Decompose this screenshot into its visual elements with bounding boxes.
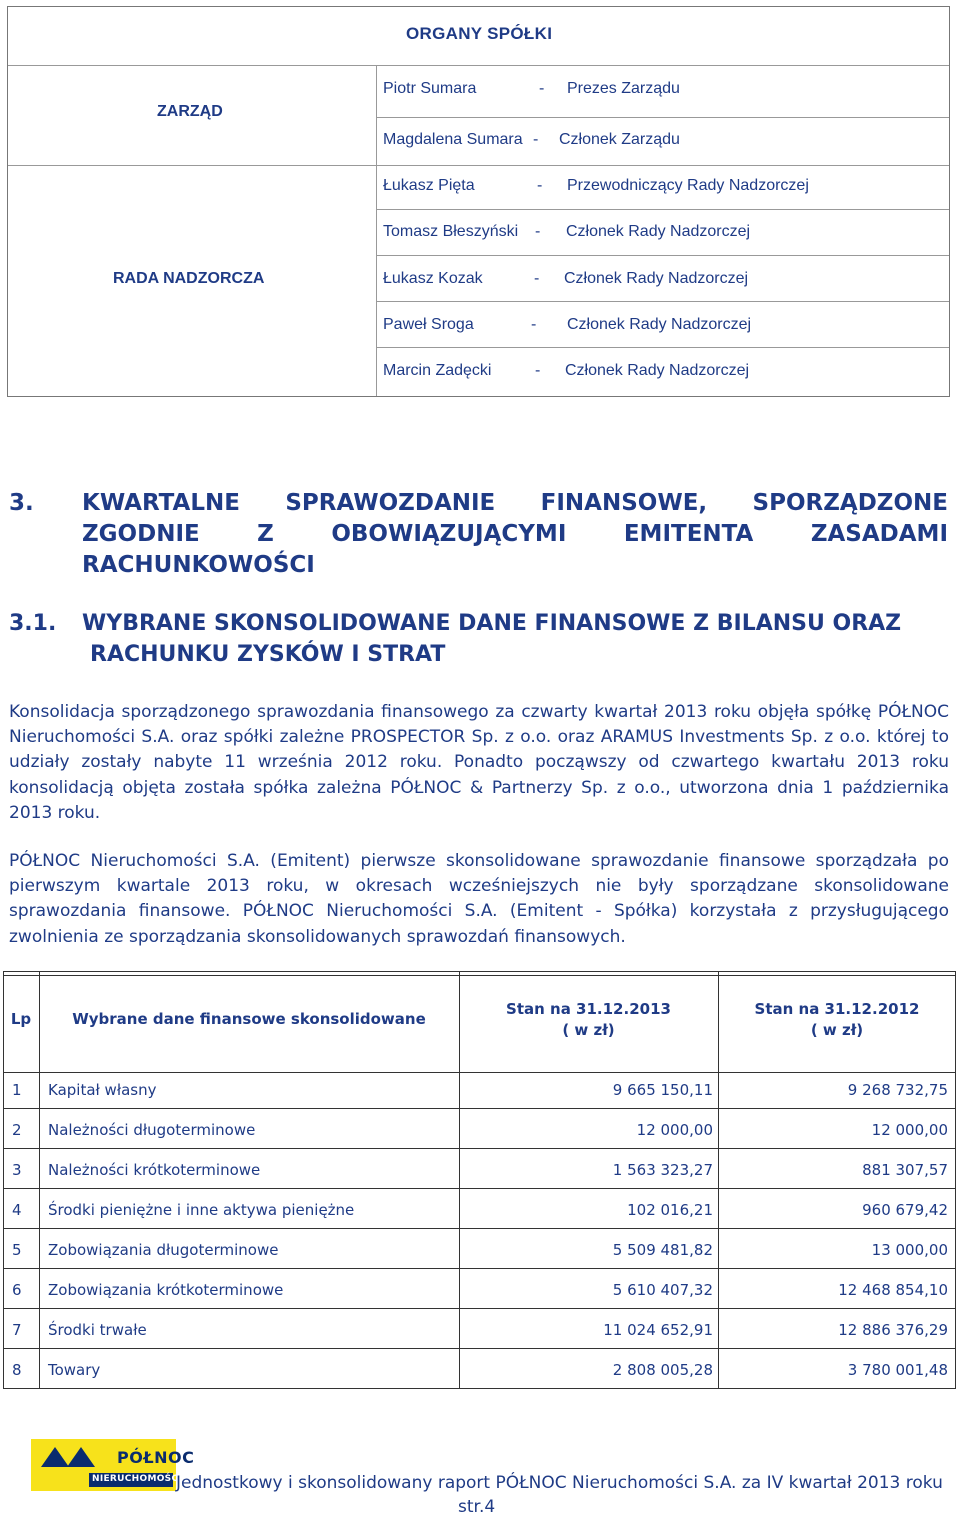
header-2012: Stan na 31.12.2012 ( w zł) — [754, 1000, 920, 1039]
table-row: 7 Środki trwałe 11 024 652,91 12 886 376,29 — [12, 1321, 948, 1339]
table-row: 2 Należności długoterminowe 12 000,00 12 000,00 — [12, 1121, 948, 1139]
logo-subtitle: NIERUCHOMOŚCI — [92, 1474, 182, 1484]
table-row: 4 Środki pieniężne i inne aktywa pieniężne 102 016,21 960 679,42 — [12, 1201, 948, 1219]
zarzad-label: ZARZĄD — [157, 103, 223, 120]
rada-label: RADA NADZORCZA — [113, 270, 265, 287]
table-row: 6 Zobowiązania krótkoterminowe 5 610 407,32 12 468 854,10 — [12, 1281, 948, 1299]
header-lp: Lp — [10, 1010, 32, 1028]
table-row: 5 Zobowiązania długoterminowe 5 509 481,82 13 000,00 — [12, 1241, 948, 1259]
polnoc-logo — [31, 1439, 195, 1491]
logo-roof-icon — [41, 1447, 69, 1467]
logo-brand: PÓŁNOC — [117, 1448, 195, 1467]
organs-table — [7, 6, 950, 397]
page-number: str.4 — [458, 1497, 496, 1517]
table-row: 1 Kapitał własny 9 665 150,11 9 268 732,75 — [12, 1081, 948, 1099]
header-2013: Stan na 31.12.2013 ( w zł) — [506, 1000, 671, 1039]
paragraph-emitent: PÓŁNOC Nieruchomości S.A. (Emitent) pierwsze skonsolidowane sprawozdanie finansowe sporządzała po pierwszym kwartale 2013 roku, w okresach wcześniejszych nie były sporządzane skonsolidowane sprawozdania finansowe. PÓŁNOC Nieruchomości S.A. (Emitent - Spółka) korzystała z przysługującego zwolnienia ze sporządzania skonsolidowanych sprawozdań finansowych. — [9, 851, 949, 947]
footer-text: Jednostkowy i skonsolidowany raport PÓŁNOC Nieruchomości S.A. za IV kwartał 2013 roku — [176, 1473, 943, 1493]
paragraph-consolidation: Konsolidacja sporządzonego sprawozdania finansowego za czwarty kwartał 2013 roku objęła spółkę PÓŁNOC Nieruchomości S.A. oraz spółki zależne PROSPECTOR Sp. z o.o. oraz ARAMUS Investments Sp. z o.o. której to udziały zostały nabyte 11 września 2012 roku. Ponadto począwszy od czwartego kwartału 2013 roku konsolidacją objęta została spółka zależna PÓŁNOC & Partnerzy Sp. z o.o., utworzona dnia 1 października 2013 roku. — [9, 702, 949, 823]
logo-roof-icon — [67, 1447, 95, 1467]
table-row: 8 Towary 2 808 005,28 3 780 001,48 — [12, 1361, 948, 1379]
table-row: 3 Należności krótkoterminowe 1 563 323,27 881 307,57 — [12, 1161, 948, 1179]
organs-title-row — [8, 7, 949, 57]
organs-title: ORGANY SPÓŁKI — [406, 24, 553, 43]
header-name: Wybrane dane finansowe skonsolidowane — [72, 1010, 426, 1028]
financial-table — [3, 971, 956, 1389]
